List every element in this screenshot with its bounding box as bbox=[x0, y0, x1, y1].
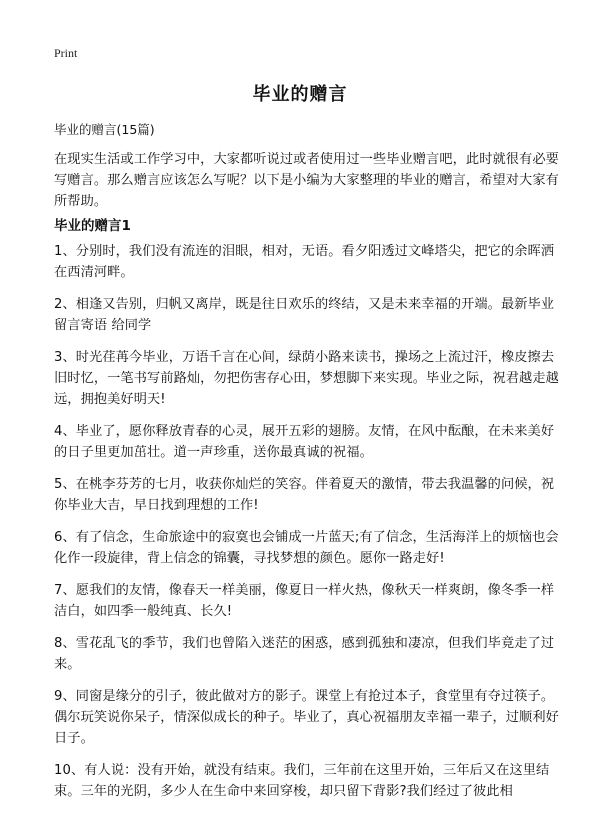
paragraph-10: 10、有人说：没有开始，就没有结束。我们，三年前在这里开始，三年后又在这里结束。三年的光阴，多少人在生命中来回穿梭，却只留下背影?我们经过了彼此相 bbox=[54, 763, 550, 799]
paragraph-8: 8、雪花乱飞的季节，我们也曾陷入迷茫的困惑，感到孤独和凄凉，但我们毕竟走了过来。 bbox=[54, 636, 555, 672]
document-subtitle: 毕业的赠言(15篇) bbox=[54, 122, 155, 137]
paragraph-7: 7、愿我们的友情，像春天一样美丽，像夏日一样火热，像秋天一样爽朗，像冬季一样洁白，如四季一般纯真、长久! bbox=[54, 583, 555, 619]
paragraph-5: 5、在桃李芬芳的七月，收获你灿烂的笑容。伴着夏天的激情，带去我温馨的问候，祝你毕业大吉，早日找到理想的工作! bbox=[54, 477, 555, 513]
paragraph-1: 1、分别时，我们没有流连的泪眼，相对，无语。看夕阳透过文峰塔尖，把它的余晖洒在西清河畔。 bbox=[54, 244, 555, 280]
paragraph-list bbox=[54, 241, 564, 813]
paragraph-3: 3、时光荏苒今毕业，万语千言在心间，绿荫小路来读书，操场之上流过汗，橡皮擦去旧时忆，一笔书写前路灿，勿把伤害存心田，梦想脚下来实现。毕业之际，祝君越走越远，拥抱美好明天! bbox=[54, 350, 559, 407]
paragraph-6: 6、有了信念，生命旅途中的寂寞也会铺成一片蓝天;有了信念，生活海洋上的烦恼也会化作一段旋律，背上信念的锦囊，寻找梦想的颜色。愿你一路走好! bbox=[54, 530, 559, 566]
print-link[interactable]: Print bbox=[54, 46, 78, 60]
paragraph-2: 2、相逢又告别，归帆又离岸，既是往日欢乐的终结，又是未来幸福的开端。最新毕业留言寄语 给同学 bbox=[54, 297, 555, 333]
page-title: 毕业的赠言 bbox=[252, 84, 348, 105]
paragraph-4: 4、毕业了，愿你释放青春的心灵，展开五彩的翅膀。友情，在风中酝酿，在未来美好的日子里更加茁壮。道一声珍重，送你最真诚的祝福。 bbox=[54, 424, 555, 460]
paragraph-9: 9、同窗是缘分的引子，彼此做对方的影子。课堂上有抢过本子，食堂里有夺过筷子。偶尔玩笑说你呆子，情深似成长的种子。毕业了，真心祝福朋友幸福一辈子，过顺利好日子。 bbox=[54, 689, 559, 746]
section-heading: 毕业的赠言1 bbox=[54, 218, 131, 234]
intro-paragraph: 在现实生活或工作学习中，大家都听说过或者使用过一些毕业赠言吧，此时就很有必要写赠言。那么赠言应该怎么写呢？以下是小编为大家整理的毕业的赠言，希望对大家有所帮助。 bbox=[54, 152, 559, 209]
